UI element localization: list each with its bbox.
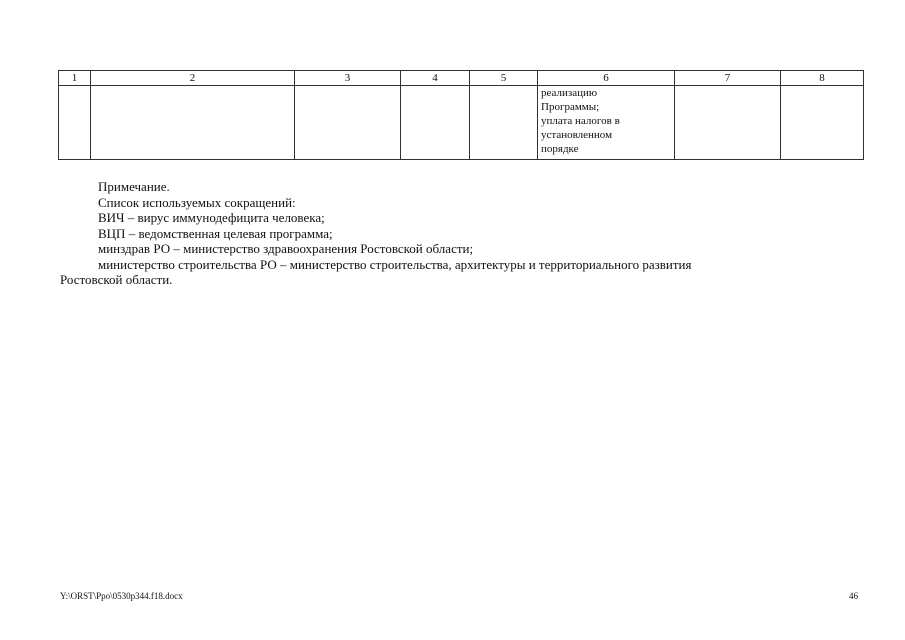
notes-section (60, 179, 860, 288)
column-number-5: 5 (470, 71, 538, 86)
table-cell-2 (91, 86, 295, 160)
column-number-7: 7 (675, 71, 781, 86)
table-cell-5 (470, 86, 538, 160)
table-cell-6 (538, 86, 675, 160)
table-cell-1 (59, 86, 91, 160)
footer-page-number: 46 (849, 591, 858, 601)
cell-6-line: установленном (541, 129, 613, 141)
column-number-1: 1 (59, 71, 91, 86)
abbreviation-item-last (60, 257, 860, 288)
table-cell-3 (295, 86, 401, 160)
cell-6-line: уплата налогов в (541, 115, 620, 127)
table-row (59, 86, 864, 160)
table-cell-8 (781, 86, 864, 160)
notes-title: Примечание. (98, 179, 170, 194)
abbreviation-item: ВЦП – ведомственная целевая программа; (98, 225, 333, 241)
table-header-row (59, 71, 864, 86)
abbreviation-item: минздрав РО – министерство здравоохранения Ростовской области; (98, 241, 474, 256)
column-number-3: 3 (295, 71, 401, 86)
abbreviations-intro: Список используемых сокращений: (98, 194, 296, 210)
table-cell-7 (675, 86, 781, 160)
column-number-8: 8 (781, 71, 864, 86)
column-number-4: 4 (401, 71, 470, 86)
cell-6-line: порядке (541, 143, 579, 155)
abbreviation-item: ВИЧ – вирус иммунодефицита человека; (98, 210, 325, 225)
program-table (58, 70, 864, 160)
cell-6-line: реализацию (541, 87, 598, 99)
abbreviation-last-line-1: министерство строительства РО – министерство строительства, архитектуры и территориального развития (98, 256, 692, 272)
cell-6-line: Программы; (541, 101, 600, 113)
abbreviation-last-line-2: Ростовской области. (60, 272, 173, 287)
footer-file-path: Y:\ORST\Ppo\0530p344.f18.docx (60, 591, 183, 601)
column-number-2: 2 (91, 71, 295, 86)
column-number-6: 6 (538, 71, 675, 86)
table-cell-4 (401, 86, 470, 160)
